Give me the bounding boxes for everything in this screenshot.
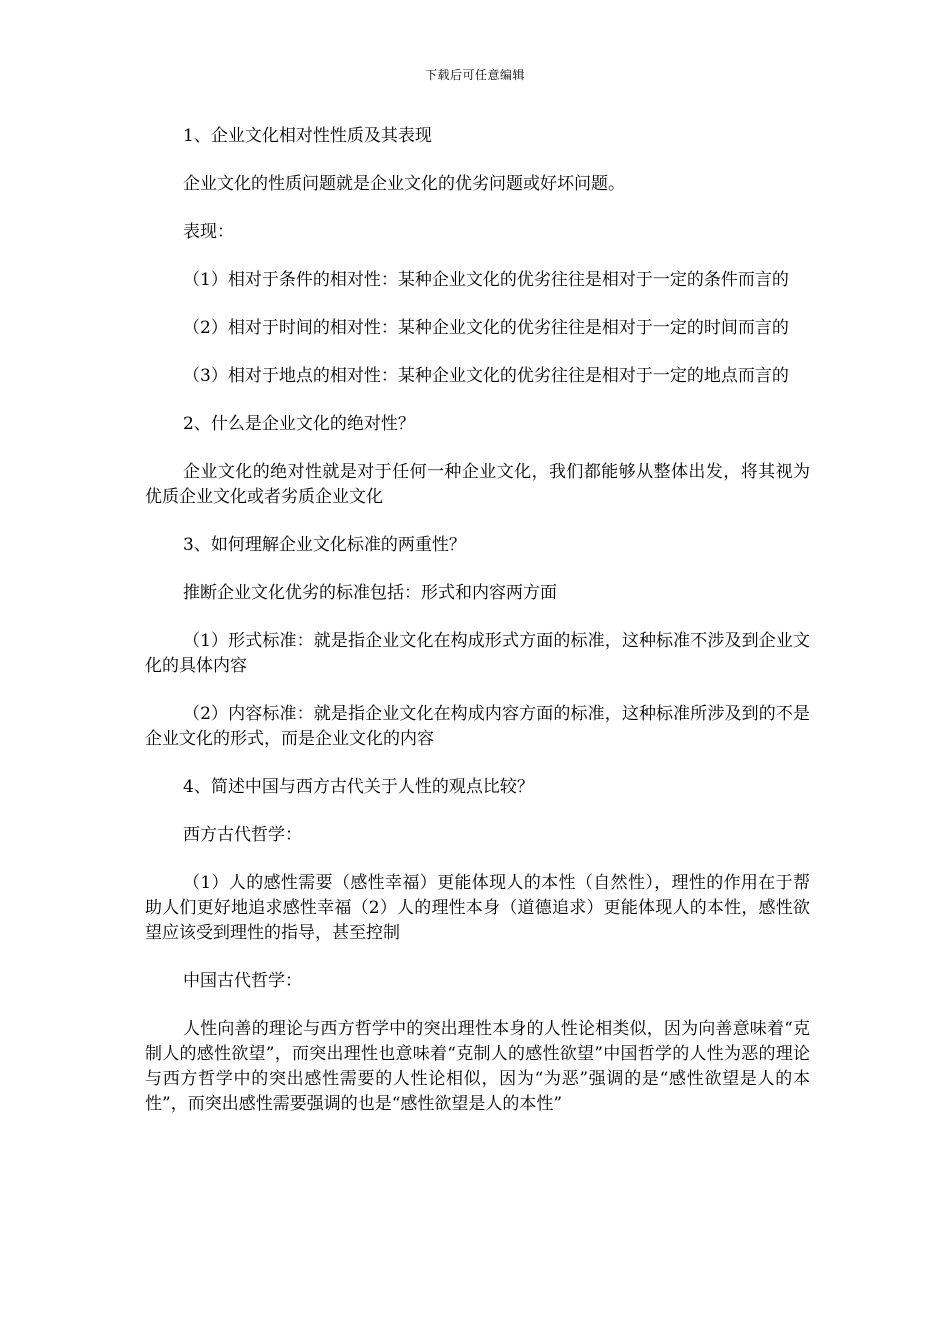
list-item: （3）相对于地点的相对性：某种企业文化的优劣往往是相对于一定的地点而言的: [183, 366, 789, 386]
page-header: 下载后可任意编辑: [424, 68, 525, 82]
paragraph: 推断企业文化优劣的标准包括：形式和内容两方面: [183, 583, 557, 603]
question-heading-3: 3、如何理解企业文化标准的两重性？: [183, 535, 466, 555]
paragraph: 表现：: [183, 222, 234, 242]
paragraph: （1）人的感性需要（感性幸福）更能体现人的本性（自然性），理性的作用在于帮助人们更好地追求感性幸福（2）人的理性本身（道德追求）更能体现人的本性，感性欲望应该受到理性的指导，甚至控制: [145, 873, 810, 943]
list-item: （1）形式标准：就是指企业文化在构成形式方面的标准，这种标准不涉及到企业文化的具体内容: [145, 631, 810, 676]
paragraph: 企业文化的性质问题就是企业文化的优劣问题或好坏问题。: [183, 174, 625, 194]
paragraph: 人性向善的理论与西方哲学中的突出理性本身的人性论相类似，因为向善意味着“克制人的感性欲望”，而突出理性也意味着“克制人的感性欲望”中国哲学的人性为恶的理论与西方哲学中的突出感性需要的人性论相似，因为“为恶”强调的是“感性欲望是人的本性”，而突出感性需要强调的也是“感性欲望是人的本性”: [145, 1019, 810, 1114]
list-item: （1）相对于条件的相对性：某种企业文化的优劣往往是相对于一定的条件而言的: [183, 270, 789, 290]
question-heading-2: 2、什么是企业文化的绝对性？: [183, 414, 415, 434]
paragraph: 企业文化的绝对性就是对于任何一种企业文化，我们都能够从整体出发，将其视为优质企业文化或者劣质企业文化: [145, 462, 810, 507]
paragraph: 中国古代哲学：: [183, 971, 302, 991]
document-body: [145, 124, 810, 1140]
question-heading-1: 1、企业文化相对性性质及其表现: [183, 126, 432, 146]
list-item: （2）相对于时间的相对性：某种企业文化的优劣往往是相对于一定的时间而言的: [183, 318, 789, 338]
question-heading-4: 4、简述中国与西方古代关于人性的观点比较？: [183, 777, 534, 797]
paragraph: 西方古代哲学：: [183, 825, 302, 845]
list-item: （2）内容标准：就是指企业文化在构成内容方面的标准，这种标准所涉及到的不是企业文化的形式，而是企业文化的内容: [145, 704, 810, 749]
